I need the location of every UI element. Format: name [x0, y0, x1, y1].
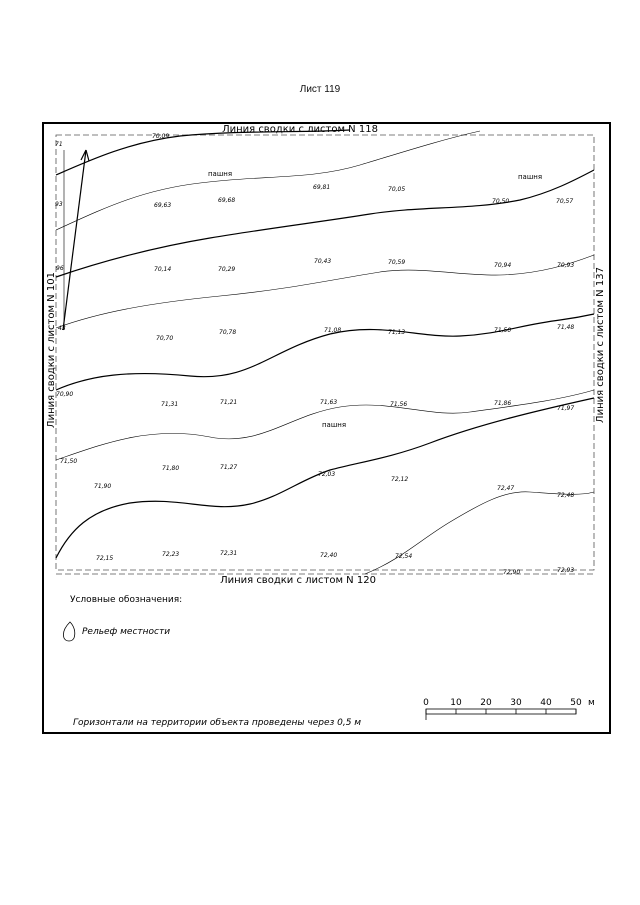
spot-height: 71,50 — [60, 458, 78, 465]
spot-height: 71,86 — [494, 400, 512, 407]
land-use-label: пашня — [517, 173, 543, 181]
margin-mark: 93 — [55, 201, 63, 208]
spot-height: 72,31 — [220, 550, 238, 557]
spot-height: 70,43 — [314, 258, 332, 265]
spot-height: 71,56 — [390, 401, 408, 408]
spot-height: 69,81 — [313, 184, 331, 191]
spot-height: 72,12 — [391, 476, 409, 483]
spot-height: 71,31 — [161, 401, 179, 408]
scale-tick-label: 20 — [480, 698, 492, 708]
relief-icon — [63, 622, 74, 641]
spot-height: 71,27 — [220, 464, 238, 471]
spot-height: 70,50 — [492, 198, 510, 205]
scale-tick-label: 0 — [423, 698, 429, 708]
spot-height: 72,48 — [557, 492, 575, 499]
spot-height: 71,48 — [557, 324, 575, 331]
scale-tick-label: 30 — [510, 698, 522, 708]
spot-height: 70,05 — [388, 186, 406, 193]
spot-height: 71,80 — [162, 465, 180, 472]
scale-unit: м — [588, 698, 595, 708]
edge-bottom-label: Линия сводки с листом N 120 — [220, 575, 376, 586]
spot-height: 72,40 — [320, 552, 338, 559]
spot-height: 69,68 — [218, 197, 236, 204]
north-arrow-icon — [63, 150, 89, 330]
spot-height: 72,93 — [557, 567, 575, 574]
spot-height: 72,15 — [96, 555, 114, 562]
spot-height: 69,63 — [154, 202, 172, 209]
contour-lines — [56, 130, 594, 574]
scale-tick-label: 40 — [540, 698, 552, 708]
spot-heights — [60, 133, 574, 576]
margin-mark: 70,90 — [56, 391, 74, 398]
spot-height: 71,50 — [494, 327, 512, 334]
margin-mark: 43 — [58, 325, 66, 332]
edge-left-label: Линия сводки с листом N 101 — [46, 272, 57, 428]
spot-height: 70,09 — [152, 133, 170, 140]
spot-height: 72,54 — [395, 553, 413, 560]
contour-line — [56, 131, 480, 230]
spot-height: 71,13 — [388, 329, 406, 336]
scale-tick-label: 10 — [450, 698, 462, 708]
spot-height: 71,21 — [220, 399, 238, 406]
contour-line — [56, 255, 594, 328]
spot-height: 70,70 — [156, 335, 174, 342]
scale-tick-label: 50 — [570, 698, 582, 708]
margin-mark: 71 — [55, 141, 63, 148]
spot-height: 72,03 — [318, 471, 336, 478]
spot-height: 70,14 — [154, 266, 172, 273]
spot-height: 70,94 — [494, 262, 512, 269]
spot-height: 71,63 — [320, 399, 338, 406]
sheet-title: Лист 119 — [299, 84, 341, 95]
legend-item-label: Рельеф местности — [82, 627, 171, 637]
spot-height: 72,90 — [503, 569, 521, 576]
contour-line — [56, 130, 350, 175]
survey-boundary — [56, 135, 594, 570]
spot-height: 70,57 — [556, 198, 574, 205]
spot-height: 70,59 — [388, 259, 406, 266]
spot-height: 71,97 — [557, 405, 575, 412]
spot-height: 71,90 — [94, 483, 112, 490]
land-use-label: пашня — [321, 421, 347, 429]
edge-top-label: Линия сводки с листом N 118 — [222, 124, 378, 135]
spot-height: 70,93 — [557, 262, 575, 269]
contour-line — [365, 492, 594, 574]
legend-title: Условные обозначения: — [70, 595, 183, 605]
spot-height: 70,78 — [219, 329, 237, 336]
edge-right-label: Линия сводки с листом N 137 — [595, 267, 606, 423]
scale-bar — [423, 698, 595, 720]
contour-interval-note: Горизонтали на территории объекта проведены через 0,5 м — [73, 718, 362, 728]
spot-height: 71,08 — [324, 327, 342, 334]
spot-height: 70,29 — [218, 266, 236, 273]
margin-mark: 96 — [56, 265, 64, 272]
spot-height: 72,23 — [162, 551, 180, 558]
spot-height: 72,47 — [497, 485, 515, 492]
contour-line — [56, 314, 594, 390]
land-use-label: пашня — [207, 170, 233, 178]
